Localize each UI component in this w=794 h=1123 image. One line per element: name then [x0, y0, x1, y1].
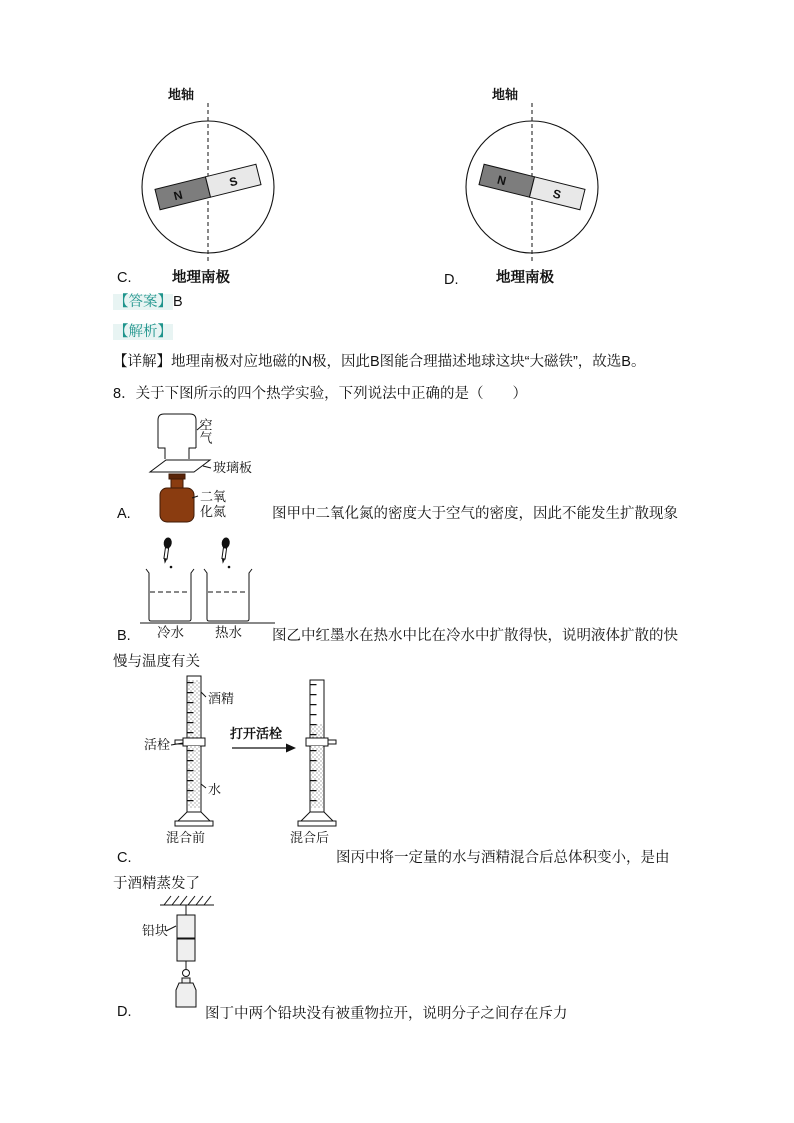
no2-bottle-cap	[169, 474, 185, 479]
hot-water-label: 热水	[215, 625, 242, 640]
dropper-icon	[161, 537, 173, 564]
graduated-cylinder-after	[298, 680, 336, 826]
cold-water-label: 冷水	[157, 625, 184, 640]
ink-drop	[228, 566, 231, 569]
no2-label-line1: 二氧	[200, 489, 227, 504]
question-stem: 8．关于下图所示的四个热学实验，下列说法中正确的是（ ）	[113, 386, 528, 402]
answer-line	[113, 292, 183, 312]
stopcock	[183, 738, 205, 746]
s-pole-letter: S	[227, 173, 240, 190]
earth-axis-label: 地轴	[492, 87, 519, 102]
cold-water-beaker	[146, 569, 194, 621]
option-d-text: 图丁中两个铅块没有被重物拉开，说明分子之间存在斥力	[205, 1006, 568, 1022]
n-pole-letter: N	[172, 187, 185, 204]
glass-plate-label: 玻璃板	[213, 460, 253, 475]
option-c-letter: C.	[117, 270, 132, 286]
lead-blocks	[177, 915, 195, 961]
air-jar	[158, 414, 196, 448]
hook-weight	[176, 978, 196, 1007]
option-b-letter: B.	[117, 628, 131, 644]
after-mixing-label: 混合后	[290, 830, 330, 845]
detail-line	[113, 352, 645, 372]
water-column	[188, 746, 200, 808]
earth-axis-label: 地轴	[168, 87, 195, 102]
open-stopcock-label: 打开活栓	[230, 726, 283, 741]
water-label: 水	[208, 782, 222, 797]
no2-bottle-neck	[171, 479, 183, 488]
detail-tag: 【详解】	[113, 354, 171, 370]
option-b-text-line1: 图乙中红墨水在热水中比在冷水中扩散得快，说明液体扩散的快	[272, 628, 678, 644]
magnet-n-pole	[155, 177, 211, 210]
option-b-text-line2: 慢与温度有关	[113, 654, 200, 670]
stopcock-label: 活栓	[144, 737, 171, 752]
s-pole-letter: S	[551, 186, 563, 203]
diagram-mixing-cylinders	[142, 670, 372, 852]
stopcock	[306, 738, 328, 746]
hot-water-beaker	[204, 569, 252, 621]
ink-drop	[170, 566, 173, 569]
cylinder-base	[301, 812, 333, 821]
option-c-letter: C.	[117, 850, 132, 866]
alcohol-column	[188, 680, 200, 738]
lead-block-upper	[177, 915, 195, 938]
diagram-ink-diffusion	[140, 535, 275, 641]
ceiling-hatch	[160, 896, 214, 905]
detail-text: 地理南极对应地磁的N极，因此B图能合理描述地球这块“大磁铁”，故选B。	[171, 354, 646, 370]
glass-plate	[150, 460, 210, 472]
diagram-earth-magnet-d	[452, 84, 622, 274]
no2-label-line2: 化氮	[200, 504, 227, 519]
stopcock-handle	[328, 740, 336, 744]
arrow-head	[286, 744, 296, 753]
answer-value: B	[173, 294, 183, 310]
mixed-liquid-lower	[311, 746, 323, 808]
mixed-liquid-upper	[311, 724, 323, 738]
cylinder-base	[178, 812, 210, 821]
diagram-earth-magnet-c	[128, 84, 298, 274]
alcohol-label: 酒精	[208, 691, 235, 706]
air-jar-neck	[158, 448, 196, 459]
analysis-line	[113, 322, 173, 342]
hook-icon	[183, 970, 190, 977]
analysis-tag: 【解析】	[114, 324, 172, 340]
answer-tag: 【答案】	[114, 294, 172, 310]
magnet-n-pole	[479, 164, 535, 197]
n-pole-letter: N	[495, 172, 508, 189]
option-a-letter: A.	[117, 506, 131, 522]
option-c-text-line1: 图丙中将一定量的水与酒精混合后总体积变小，是由	[336, 850, 670, 866]
air-label: 空气	[197, 418, 213, 444]
lead-block-label: 铅块	[142, 923, 169, 938]
option-d-letter: D.	[444, 272, 459, 288]
leader-line	[201, 692, 206, 697]
option-d-letter: D.	[117, 1004, 132, 1020]
cylinder-base-plate	[298, 821, 336, 826]
before-mixing-label: 混合前	[166, 830, 206, 845]
leader-line	[203, 466, 211, 468]
option-c-text-line2: 于酒精蒸发了	[113, 876, 200, 892]
cylinder-base-plate	[175, 821, 213, 826]
no2-bottle	[160, 488, 194, 522]
option-a-text: 图甲中二氧化氮的密度大于空气的密度，因此不能发生扩散现象	[272, 506, 678, 522]
leader-line	[201, 784, 206, 788]
geo-south-pole-label: 地理南极	[172, 270, 230, 286]
dropper-icon	[219, 537, 231, 564]
geo-south-pole-label: 地理南极	[496, 270, 554, 286]
lead-block-lower	[177, 939, 195, 961]
